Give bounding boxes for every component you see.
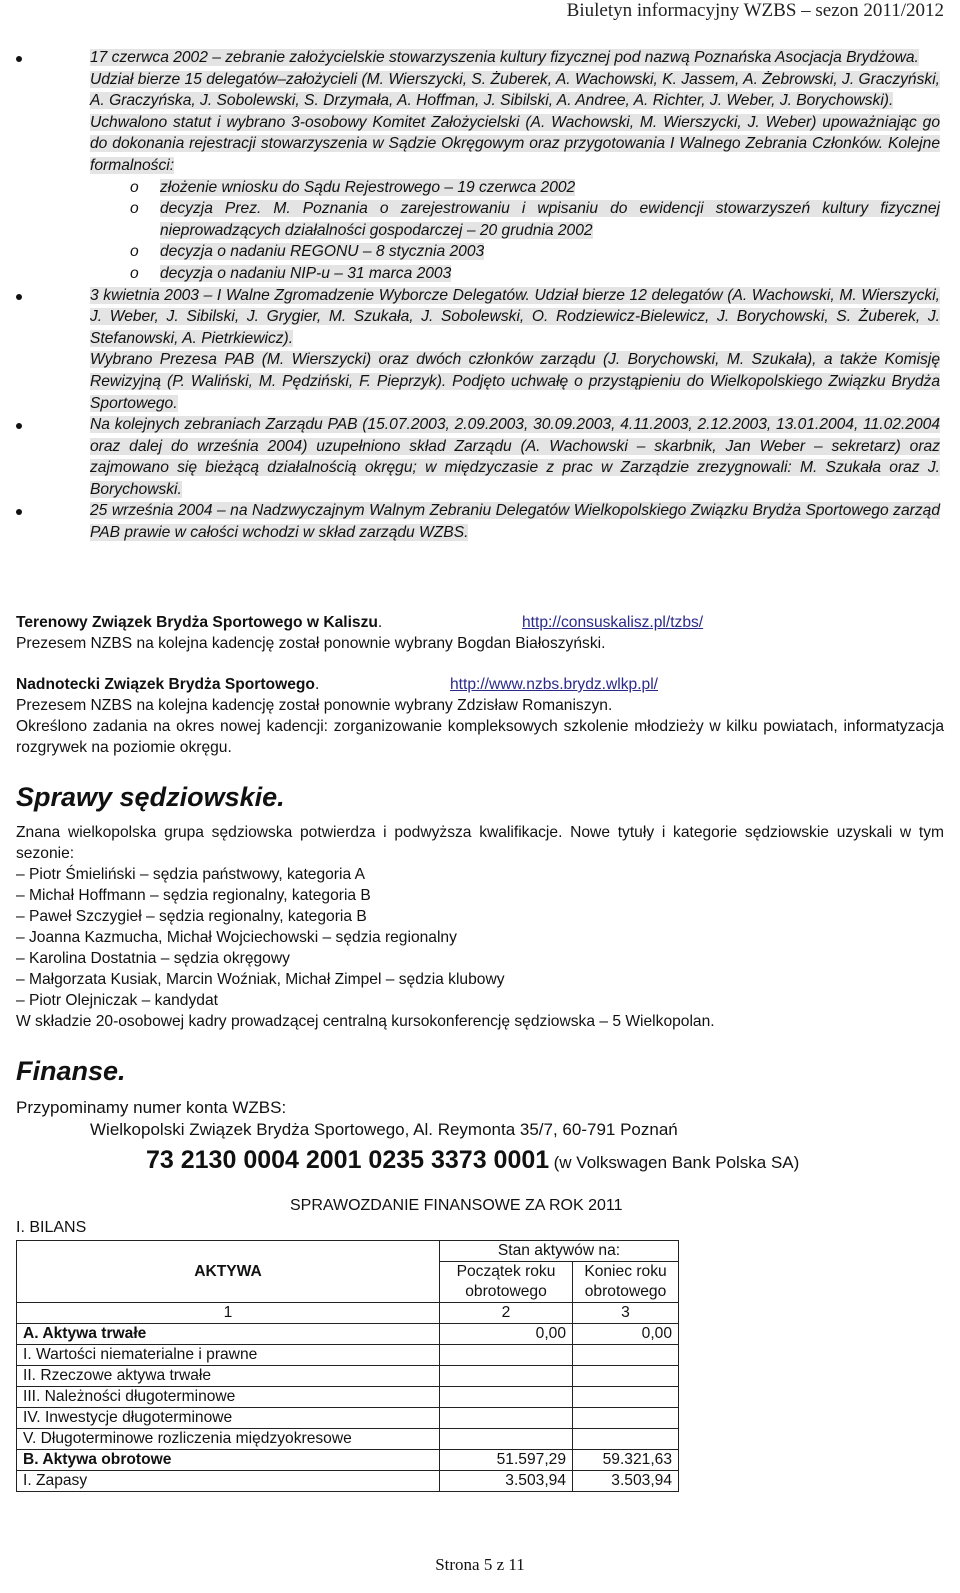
balance-table — [16, 1240, 679, 1492]
table-row — [17, 1408, 679, 1429]
kalisz-link[interactable]: http://consuskalisz.pl/tzbs/ — [522, 614, 704, 631]
account-number: 73 2130 0004 2001 0235 3373 0001 — [146, 1146, 550, 1174]
col-end-header: Koniec roku obrotowego — [573, 1262, 679, 1303]
finance-heading: Finanse. — [16, 1056, 126, 1086]
table-row — [17, 1387, 679, 1408]
row-end-value — [573, 1429, 679, 1450]
bullet-icon — [16, 294, 22, 300]
row-end-value: 59.321,63 — [573, 1450, 679, 1471]
referee-item: – Michał Hoffmann – sędzia regionalny, kategoria B — [16, 887, 371, 904]
account-address: Wielkopolski Związek Brydża Sportowego, Al. Reymonta 35/7, 60-791 Poznań — [90, 1120, 678, 1139]
list-item — [16, 500, 940, 543]
row-start-value — [440, 1429, 573, 1450]
bullet-icon — [16, 56, 22, 62]
referees-section — [16, 822, 944, 1032]
table-row — [17, 1450, 679, 1471]
row-end-value — [573, 1345, 679, 1366]
kalisz-text: Prezesem NZBS na kolejna kadencję został ponownie wybrany Bogdan Białoszyński. — [16, 635, 606, 652]
referees-intro: Znana wielkopolska grupa sędziowska potwierdza i podwyższa kwalifikacje. Nowe tytuły i kategorie sędziowskie uzyskali w tym sezonie: — [16, 824, 944, 862]
table-row — [17, 1429, 679, 1450]
col-number: 3 — [573, 1303, 679, 1324]
referee-item: – Piotr Olejniczak – kandydat — [16, 992, 218, 1009]
table-row — [17, 1471, 679, 1492]
list-item — [16, 414, 940, 500]
notecki-tasks: Określono zadania na okres nowej kadencji: zorganizowanie kompleksowych szkolenie młodzieży w kilku powiatach, informatyzacja rozgrywek na poziomie okręgu. — [16, 718, 944, 756]
bullet-icon — [16, 423, 22, 429]
paragraph: 17 czerwca 2002 – zebranie założycielskie stowarzyszenia kultury fizycznej pod nazwą Poznańska Asocjacja Brydżowa. — [90, 49, 919, 66]
row-end-value — [573, 1366, 679, 1387]
bullet-icon — [16, 509, 22, 515]
paragraph: Na kolejnych zebraniach Zarządu PAB (15.07.2003, 2.09.2003, 30.09.2003, 4.11.2003, 2.12.2003, 13.01.2004, 11.02.2004 oraz dalej do września 2004) uzupełniono skład Zarządu (A. Wachowski – skarbnik, Jan Weber – sekretarz) oraz zajmowano się bieżącą działalnością okręgu; w międzyczasie z prac w Zarządzie zrezygnowali: M. Szukała oraz J. Borychowski. — [90, 416, 940, 498]
list-item — [16, 47, 940, 285]
col-start-header: Początek roku obrotowego — [440, 1262, 573, 1303]
row-label: II. Rzeczowe aktywa trwałe — [17, 1366, 440, 1387]
col-number: 1 — [17, 1303, 440, 1324]
bank-name: (w Volkswagen Bank Polska SA) — [553, 1153, 800, 1172]
bilans-label: I. BILANS — [16, 1219, 87, 1236]
row-label: I. Zapasy — [17, 1471, 440, 1492]
row-start-value — [440, 1387, 573, 1408]
kalisz-title: Terenowy Związek Brydża Sportowego w Kaliszu — [16, 614, 378, 631]
referee-item: – Małgorzata Kusiak, Marcin Woźniak, Michał Zimpel – sędzia klubowy — [16, 971, 505, 988]
row-label: A. Aktywa trwałe — [17, 1324, 440, 1345]
history-list — [16, 47, 940, 544]
referee-item: – Piotr Śmieliński – sędzia państwowy, kategoria A — [16, 866, 366, 883]
row-start-value: 51.597,29 — [440, 1450, 573, 1471]
sub-item: o decyzja o nadaniu NIP-u – 31 marca 2003 — [130, 264, 452, 282]
row-label: III. Należności długoterminowe — [17, 1387, 440, 1408]
sub-item: o złożenie wniosku do Sądu Rejestrowego – 19 czerwca 2002 — [130, 178, 576, 196]
running-header: Biuletyn informacyjny WZBS – sezon 2011/2012 — [566, 0, 944, 21]
row-end-value — [573, 1387, 679, 1408]
row-start-value — [440, 1366, 573, 1387]
col-number: 2 — [440, 1303, 573, 1324]
formalities-list — [90, 177, 940, 285]
paragraph: Uchwalono statut i wybrano 3-osobowy Komitet Założycielski (A. Wachowski, M. Wierszycki, J. Weber) upoważniając go do dokonania rejestracji stowarzyszenia w Sądzie Okręgowym oraz przygotowania I Walnego Zebrania Członków. Kolejne formalności: — [90, 113, 940, 174]
referee-item: – Karolina Dostatnia – sędzia okręgowy — [16, 950, 290, 967]
referee-item: – Paweł Szczygieł – sędzia regionalny, kategoria B — [16, 908, 367, 925]
notecki-title: Nadnotecki Związek Brydża Sportowego — [16, 676, 315, 693]
row-label: V. Długoterminowe rozliczenia międzyokresowe — [17, 1429, 440, 1450]
referees-heading: Sprawy sędziowskie. — [16, 782, 285, 812]
page-footer: Strona 5 z 11 — [435, 1555, 525, 1574]
sub-item: o decyzja o nadaniu REGONU – 8 stycznia 2003 — [130, 243, 485, 261]
stan-header: Stan aktywów na: — [440, 1241, 679, 1262]
row-label: B. Aktywa obrotowe — [17, 1450, 440, 1471]
table-row — [17, 1324, 679, 1345]
kalisz-section: Terenowy Związek Brydża Sportowego w Kaliszu. http://consuskalisz.pl/tzbs/ Prezesem NZBS na kolejna kadencję został ponownie wybrany Bogdan Białoszyński. — [16, 612, 944, 654]
aktywa-header: AKTYWA — [17, 1241, 440, 1303]
paragraph: Udział bierze 15 delegatów–założycieli (M. Wierszycki, S. Żuberek, A. Wachowski, K. Jassem, A. Żebrowski, J. Graczyński, A. Graczyńska, J. Sobolewski, S. Drzymała, A. Hoffman, J. Sibilski, A. Andree, A. Richter, J. Weber, J. Borychowski). — [90, 70, 940, 110]
row-label: I. Wartości niematerialne i prawne — [17, 1345, 440, 1366]
paragraph: 25 września 2004 – na Nadzwyczajnym Walnym Zebraniu Delegatów Wielkopolskiego Związku Brydża Sportowego zarząd PAB prawie w całości wchodzi w skład zarządu WZBS. — [90, 502, 940, 542]
list-item — [16, 285, 940, 415]
row-start-value: 3.503,94 — [440, 1471, 573, 1492]
notecki-link[interactable]: http://www.nzbs.brydz.wlkp.pl/ — [450, 676, 658, 693]
row-end-value — [573, 1408, 679, 1429]
paragraph: Wybrano Prezesa PAB (M. Wierszycki) oraz dwóch członków zarządu (J. Borychowski, M. Szukała), a także Komisję Rewizyjną (P. Waliński, M. Pędziński, F. Pieprzyk). Podjęto uchwałę o przystąpieniu do Wielkopolskiego Związku Brydża Sportowego. — [90, 351, 940, 412]
row-end-value: 0,00 — [573, 1324, 679, 1345]
table-row — [17, 1345, 679, 1366]
report-title: SPRAWOZDANIE FINANSOWE ZA ROK 2011 — [290, 1197, 623, 1214]
notecki-section: Nadnotecki Związek Brydża Sportowego. http://www.nzbs.brydz.wlkp.pl/ Prezesem NZBS na kolejna kadencję został ponownie wybrany Zdzisław Romaniszyn. Określono zadania na okres nowej kadencji: zorganizowanie kompleksowych szkolenie młodzieży w kilku powiatach, informatyzacja rozgrywek na poziomie okręgu. — [16, 676, 944, 756]
row-start-value — [440, 1408, 573, 1429]
referee-item: – Joanna Kazmucha, Michał Wojciechowski – sędzia regionalny — [16, 929, 457, 946]
sub-item: o decyzja Prez. M. Poznania o zarejestrowaniu i wpisaniu do ewidencji stowarzyszeń kultury fizycznej nieprowadzących działalności gospodarczej – 20 grudnia 2002 — [130, 200, 940, 239]
row-start-value: 0,00 — [440, 1324, 573, 1345]
row-label: IV. Inwestycje długoterminowe — [17, 1408, 440, 1429]
account-line — [146, 1146, 944, 1175]
row-start-value — [440, 1345, 573, 1366]
referees-outro: W składzie 20-osobowej kadry prowadzącej centralną kursokonferencję sędziowska – 5 Wielkopolan. — [16, 1013, 715, 1030]
row-end-value: 3.503,94 — [573, 1471, 679, 1492]
notecki-text: Prezesem NZBS na kolejna kadencję został ponownie wybrany Zdzisław Romaniszyn. — [16, 697, 613, 714]
paragraph: 3 kwietnia 2003 – I Walne Zgromadzenie Wyborcze Delegatów. Udział bierze 12 delegatów (A. Wachowski, M. Wierszycki, J. Weber, J. Sibilski, J. Grygier, M. Szukała, J. Sobolewski, O. Rodziewicz-Bielewicz, J. Borychowski, S. Żuberek, J. Stefanowski, A. Pietrkiewicz). — [90, 286, 940, 347]
account-reminder: Przypominamy numer konta WZBS: — [16, 1098, 287, 1117]
table-row — [17, 1366, 679, 1387]
